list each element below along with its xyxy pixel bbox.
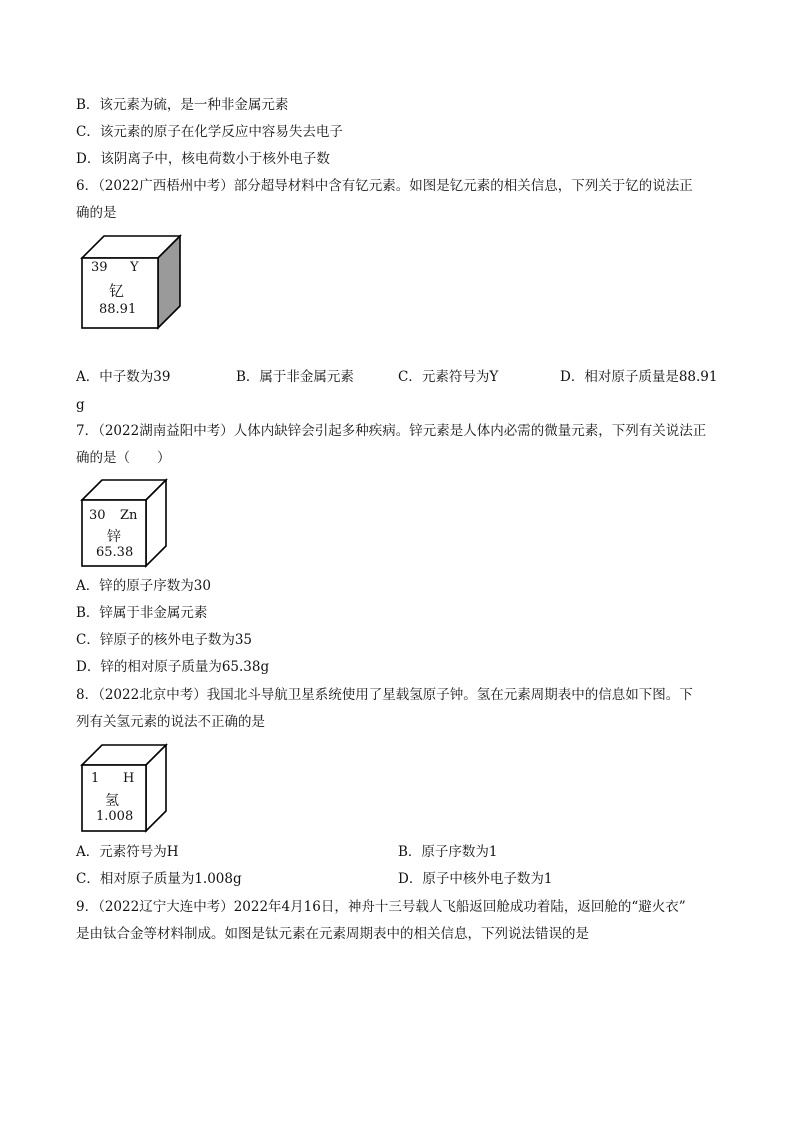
- hydrogen-atomic-number: 1: [91, 771, 100, 786]
- yttrium-symbol: Y: [130, 260, 139, 275]
- q8-option-c: C．相对原子质量为1.008g: [76, 871, 242, 887]
- q7-stem-line1: 7．（2022湖南益阳中考）人体内缺锌会引起多种疾病。锌元素是人体内必需的微量元素，下列有关说法正: [76, 423, 707, 439]
- hydrogen-element-tile: [80, 743, 170, 833]
- q8-option-b: B．原子序数为1: [398, 844, 498, 860]
- q6-option-d-wrap: g: [76, 397, 85, 413]
- q6-option-d: D．相对原子质量是88.91: [560, 369, 718, 385]
- q6-stem-line1: 6．（2022广西梧州中考）部分超导材料中含有钇元素。如图是钇元素的相关信息，下列关于钇的说法正: [76, 178, 693, 194]
- q5-option-d: D．该阴离子中，核电荷数小于核外电子数: [76, 151, 330, 167]
- q7-option-a: A．锌的原子序数为30: [76, 578, 211, 594]
- q8-option-a: A．元素符号为H: [76, 844, 179, 860]
- hydrogen-name: 氢: [105, 793, 119, 809]
- q5-option-c: C．该元素的原子在化学反应中容易失去电子: [76, 124, 343, 140]
- hydrogen-symbol: H: [123, 771, 135, 786]
- yttrium-atomic-number: 39: [91, 260, 108, 275]
- q6-option-b: B．属于非金属元素: [236, 369, 354, 385]
- q9-stem-line2: 是由钛合金等材料制成。如图是钛元素在元素周期表中的相关信息，下列说法错误的是: [76, 926, 589, 942]
- q6-option-a: A．中子数为39: [76, 369, 171, 385]
- zinc-mass: 65.38: [96, 545, 134, 560]
- zinc-symbol: Zn: [120, 508, 138, 523]
- q8-stem-line1: 8．（2022北京中考）我国北斗导航卫星系统使用了星载氢原子钟。氢在元素周期表中的信息如下图。下: [76, 687, 693, 703]
- q8-stem-line2: 列有关氢元素的说法不正确的是: [76, 714, 265, 730]
- yttrium-mass: 88.91: [99, 302, 137, 317]
- hydrogen-mass: 1.008: [96, 809, 134, 824]
- q9-stem-line1: 9．（2022辽宁大连中考）2022年4月16日，神舟十三号载人飞船返回舱成功着陆，返回舱的“避火衣”: [76, 899, 686, 915]
- yttrium-name: 钇: [109, 282, 125, 300]
- zinc-name: 锌: [107, 529, 121, 545]
- q8-option-d: D．原子中核外电子数为1: [398, 871, 553, 887]
- q7-option-c: C．锌原子的核外电子数为35: [76, 632, 253, 648]
- q7-option-b: B．锌属于非金属元素: [76, 605, 208, 621]
- q7-stem-line2: 确的是（ ）: [76, 450, 171, 466]
- q6-option-c: C．元素符号为Y: [398, 369, 499, 385]
- q5-option-b: B．该元素为硫，是一种非金属元素: [76, 97, 289, 113]
- yttrium-element-tile: [80, 234, 184, 330]
- zinc-atomic-number: 30: [89, 508, 106, 523]
- q6-stem-line2: 确的是: [76, 205, 117, 221]
- zinc-element-tile: [80, 478, 170, 568]
- q7-option-d: D．锌的相对原子质量为65.38g: [76, 659, 270, 675]
